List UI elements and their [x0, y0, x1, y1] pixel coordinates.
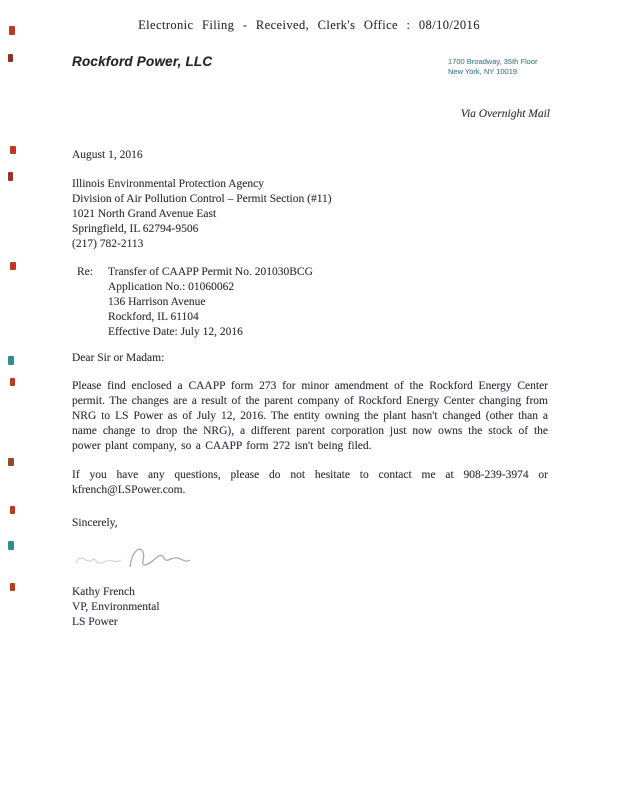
scan-artifact-mark [8, 356, 14, 365]
scan-artifact-mark [8, 54, 13, 62]
body-paragraph-1: Please find enclosed a CAAPP form 273 for minor amendment of the Rockford Energy Center permit. The changes are a result of the parent company of Rockford Energy Center changing from NRG to LS Power as of July 12, 2016. The entity owning the plant hasn't changed (other than a name change to drop the NRG), a different parent corporation just now owns the stock of the power plant company, so a CAAPP form 272 isn't being filed. [72, 380, 548, 452]
letterhead [72, 54, 558, 76]
recipient-line: Springfield, IL 62794-9506 [72, 223, 199, 235]
recipient-line: Division of Air Pollution Control – Permit Section (#11) [72, 193, 332, 205]
handwritten-signature [72, 537, 548, 583]
letterhead-address-line1: 1700 Broadway, 35th Floor [448, 57, 538, 66]
re-line: 136 Harrison Avenue [108, 296, 206, 308]
salutation: Dear Sir or Madam: [72, 352, 165, 364]
re-line: Transfer of CAAPP Permit No. 201030BCG [108, 266, 313, 278]
re-block [72, 265, 548, 340]
signer-title: VP, Environmental [72, 601, 160, 613]
body-paragraph-2: If you have any questions, please do not hesitate to contact me at 908-239-3974 or kfrench@LSPower.com. [72, 469, 548, 496]
recipient-line: (217) 782-2113 [72, 238, 144, 250]
filing-stamp: Electronic Filing - Received, Clerk's Office : 08/10/2016 [138, 18, 480, 32]
letterhead-address [448, 57, 558, 76]
scan-artifact-mark [8, 172, 13, 181]
recipient-address-block [72, 177, 548, 252]
scan-artifact-mark [10, 262, 16, 270]
scan-artifact-mark [8, 541, 14, 550]
re-label: Re: [77, 266, 93, 278]
delivery-method: Via Overnight Mail [460, 108, 550, 120]
scan-artifact-mark [10, 378, 15, 386]
re-line: Application No.: 01060062 [108, 281, 235, 293]
letter-body [72, 148, 548, 630]
recipient-line: Illinois Environmental Protection Agency [72, 178, 264, 190]
signer-block [72, 585, 548, 630]
letter-date: August 1, 2016 [72, 149, 143, 161]
signer-name: Kathy French [72, 586, 135, 598]
signature-ink-icon [72, 537, 222, 583]
re-line: Rockford, IL 61104 [108, 311, 199, 323]
signer-company: LS Power [72, 616, 118, 628]
scan-artifact-mark [10, 146, 16, 154]
scan-artifact-mark [10, 506, 15, 514]
re-lines [108, 265, 548, 340]
letterhead-company-name: Rockford Power, LLC [72, 54, 213, 69]
closing: Sincerely, [72, 517, 118, 529]
scan-artifact-mark [8, 458, 14, 466]
re-line: Effective Date: July 12, 2016 [108, 326, 243, 338]
scan-artifact-mark [10, 583, 15, 591]
recipient-line: 1021 North Grand Avenue East [72, 208, 217, 220]
letterhead-address-line2: New York, NY 10019 [448, 66, 518, 76]
